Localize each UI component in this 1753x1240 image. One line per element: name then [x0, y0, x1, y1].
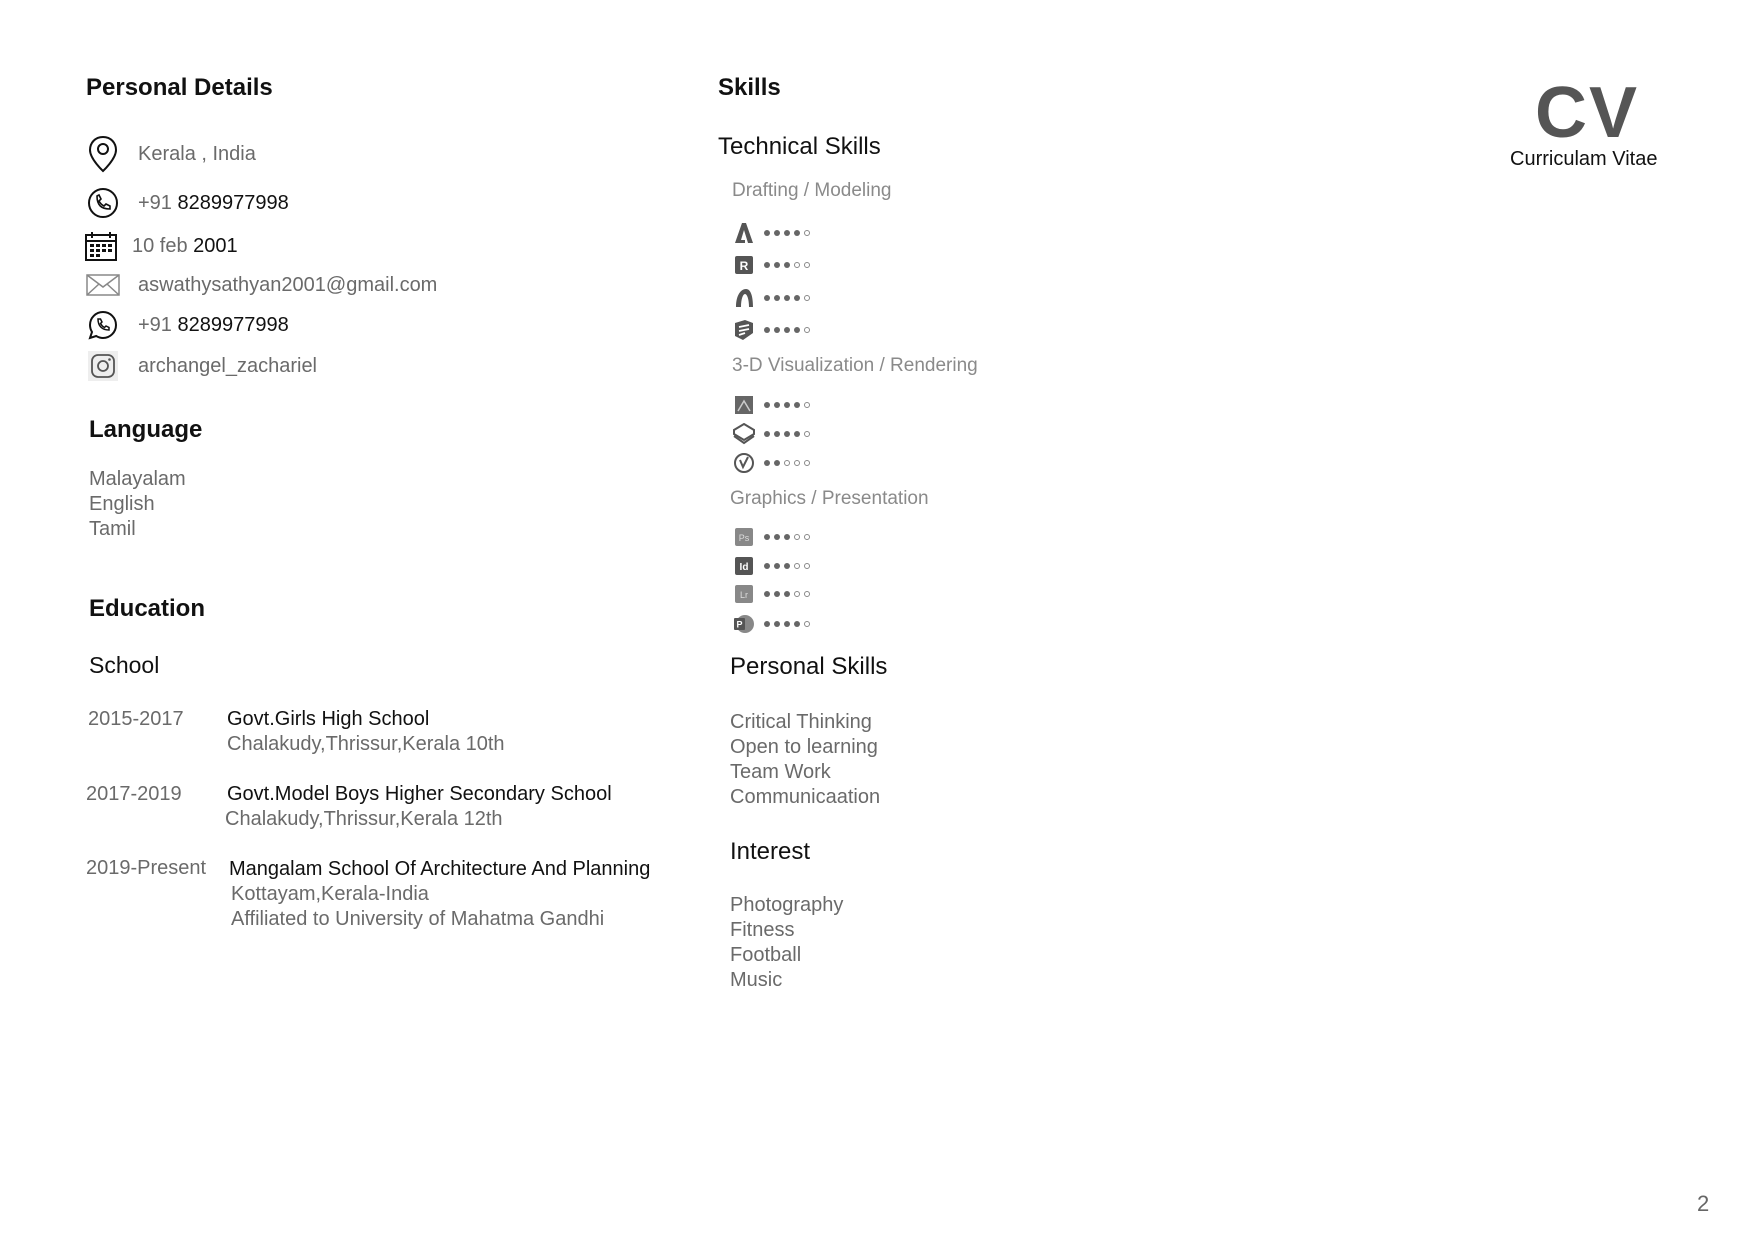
- dob-value: [132, 235, 238, 258]
- skill-group-title: Drafting / Modeling: [732, 180, 892, 201]
- dob-row: [82, 226, 238, 266]
- education-years: 2017-2019: [86, 783, 182, 805]
- list-item: Football: [730, 944, 802, 966]
- skill-dot-filled: [764, 563, 770, 569]
- revit-icon: [732, 253, 756, 277]
- skill-group-title: 3-D Visualization / Rendering: [732, 355, 978, 376]
- technical-skills-title: Technical Skills: [718, 133, 881, 160]
- skill-dot-filled: [764, 402, 770, 408]
- skill-dot-filled: [774, 534, 780, 540]
- skill-dot-empty: [804, 295, 810, 301]
- svg-text:R: R: [739, 259, 749, 273]
- sketchup-icon: [732, 318, 756, 342]
- language-title: Language: [89, 416, 203, 443]
- skill-row-powerpoint: [732, 610, 810, 638]
- skill-dot-filled: [794, 295, 800, 301]
- skill-dot-filled: [764, 230, 770, 236]
- skill-level-dots: [764, 563, 810, 569]
- email-value[interactable]: aswathysathyan2001@gmail.com: [138, 273, 438, 296]
- skill-dot-filled: [784, 402, 790, 408]
- skills-title: Skills: [718, 74, 781, 101]
- skill-dot-empty: [794, 563, 800, 569]
- location-row: [84, 134, 256, 174]
- skill-level-dots: [764, 295, 810, 301]
- school-name: Govt.Girls High School: [227, 708, 430, 730]
- list-item: Team Work: [730, 761, 831, 783]
- page-number: 2: [1697, 1191, 1710, 1216]
- skill-dot-filled: [774, 591, 780, 597]
- education-years: 2019-Present: [86, 857, 207, 879]
- interest-list: [730, 893, 843, 993]
- skill-dot-filled: [784, 591, 790, 597]
- skill-dot-filled: [774, 327, 780, 333]
- skill-dot-filled: [784, 534, 790, 540]
- photoshop-icon: [732, 525, 756, 549]
- skill-level-dots: [764, 262, 810, 268]
- education-entry: [227, 782, 612, 832]
- whatsapp-value: [138, 314, 289, 337]
- skill-dot-filled: [784, 262, 790, 268]
- phone-value: [138, 192, 289, 215]
- skill-dot-filled: [764, 621, 770, 627]
- interest-title: Interest: [730, 838, 811, 865]
- phone-icon: [84, 184, 122, 222]
- school-name: Govt.Model Boys Higher Secondary School: [227, 783, 612, 805]
- education-subtitle: School: [89, 652, 160, 678]
- skill-dot-empty: [804, 563, 810, 569]
- school-detail: Chalakudy,Thrissur,Kerala 10th: [227, 733, 505, 755]
- skill-dot-filled: [784, 327, 790, 333]
- skill-dot-empty: [804, 621, 810, 627]
- skill-row-archicad: [732, 284, 810, 312]
- instagram-value[interactable]: archangel_zachariel: [138, 354, 318, 377]
- list-item: Communicaation: [730, 786, 881, 808]
- skill-level-dots: [764, 460, 810, 466]
- skill-dot-filled: [774, 262, 780, 268]
- email-row: [84, 265, 437, 305]
- skill-dot-filled: [774, 460, 780, 466]
- skill-dot-empty: [804, 230, 810, 236]
- skill-dot-filled: [794, 230, 800, 236]
- education-entry: [229, 857, 650, 932]
- skill-level-dots: [764, 591, 810, 597]
- instagram-row: [84, 346, 317, 386]
- skill-level-dots: [764, 402, 810, 408]
- skill-row-vray: [732, 449, 810, 477]
- cv-logo: CV: [1535, 73, 1640, 153]
- skill-dot-filled: [774, 295, 780, 301]
- skill-dot-filled: [764, 534, 770, 540]
- vray-icon: [732, 451, 756, 475]
- phone-prefix: +91: [138, 191, 172, 214]
- skill-dot-filled: [774, 230, 780, 236]
- phone-number: 8289977998: [177, 191, 289, 214]
- list-item: Fitness: [730, 919, 795, 941]
- skill-dot-filled: [774, 621, 780, 627]
- skill-dot-filled: [794, 431, 800, 437]
- skill-dot-filled: [764, 295, 770, 301]
- skill-dot-filled: [764, 591, 770, 597]
- skill-row-enscape: [732, 420, 810, 448]
- indesign-label: Id: [739, 562, 749, 573]
- whatsapp-number: 8289977998: [177, 313, 289, 336]
- skill-dot-filled: [764, 431, 770, 437]
- skill-row-autocad: [732, 219, 810, 247]
- skill-dot-filled: [764, 262, 770, 268]
- lightroom-icon: [732, 582, 756, 606]
- school-detail: Chalakudy,Thrissur,Kerala 12th: [225, 808, 503, 830]
- skill-dot-empty: [794, 460, 800, 466]
- dob-prefix: 10 feb: [132, 234, 188, 257]
- mail-icon: [84, 266, 122, 304]
- list-item: Critical Thinking: [730, 711, 872, 733]
- skill-dot-filled: [784, 431, 790, 437]
- skill-dot-filled: [764, 460, 770, 466]
- skill-dot-filled: [774, 431, 780, 437]
- photoshop-label: Ps: [738, 533, 750, 543]
- skill-level-dots: [764, 534, 810, 540]
- skill-dot-filled: [784, 563, 790, 569]
- personal-skills-list: [730, 710, 880, 810]
- whatsapp-icon: [84, 306, 122, 344]
- skill-dot-empty: [804, 460, 810, 466]
- skill-dot-empty: [794, 591, 800, 597]
- list-item: Tamil: [89, 518, 136, 540]
- list-item: Photography: [730, 894, 844, 916]
- skill-row-indesign: [732, 552, 810, 580]
- school-detail: Kottayam,Kerala-India: [231, 883, 429, 905]
- skill-dot-empty: [804, 402, 810, 408]
- skill-dot-empty: [794, 534, 800, 540]
- skill-level-dots: [764, 327, 810, 333]
- skill-row-lightroom: [732, 580, 810, 608]
- education-years: 2015-2017: [88, 708, 184, 730]
- powerpoint-icon: [732, 612, 756, 636]
- list-item: Open to learning: [730, 736, 878, 758]
- instagram-icon: [84, 347, 122, 385]
- skill-level-dots: [764, 230, 810, 236]
- list-item: Malayalam: [89, 468, 186, 490]
- skill-dot-empty: [804, 534, 810, 540]
- location-pin-icon: [84, 135, 122, 173]
- school-name: Mangalam School Of Architecture And Planning: [229, 858, 651, 880]
- skill-dot-filled: [794, 402, 800, 408]
- lumion-icon: [732, 393, 756, 417]
- personal-details-title: Personal Details: [86, 74, 273, 101]
- skill-dot-filled: [794, 621, 800, 627]
- archicad-icon: [732, 286, 756, 310]
- powerpoint-label: P: [736, 619, 743, 630]
- skill-dot-empty: [804, 431, 810, 437]
- skill-level-dots: [764, 431, 810, 437]
- list-item: English: [89, 493, 155, 515]
- skill-dot-filled: [784, 230, 790, 236]
- skill-dot-filled: [764, 327, 770, 333]
- enscape-icon: [732, 422, 756, 446]
- skill-dot-filled: [774, 402, 780, 408]
- language-list: [89, 467, 186, 542]
- skill-dot-filled: [784, 295, 790, 301]
- skill-row-lumion: [732, 391, 810, 419]
- cv-subtitle: Curriculam Vitae: [1510, 148, 1658, 170]
- whatsapp-row: [84, 305, 289, 345]
- education-entry: [227, 707, 505, 757]
- skill-row-revit: [732, 251, 810, 279]
- education-title: Education: [89, 595, 206, 622]
- dob-year: 2001: [193, 234, 238, 257]
- location-value: Kerala , India: [138, 142, 256, 165]
- list-item: Music: [730, 969, 783, 991]
- skill-dot-filled: [794, 327, 800, 333]
- lightroom-label: Lr: [739, 590, 749, 600]
- whatsapp-prefix: +91: [138, 313, 172, 336]
- indesign-icon: [732, 554, 756, 578]
- autocad-icon: [732, 221, 756, 245]
- skill-row-photoshop: [732, 523, 810, 551]
- skill-level-dots: [764, 621, 810, 627]
- skill-dot-empty: [804, 327, 810, 333]
- skill-dot-filled: [774, 563, 780, 569]
- skill-dot-empty: [804, 262, 810, 268]
- skill-group-title: Graphics / Presentation: [730, 488, 929, 509]
- skill-dot-empty: [804, 591, 810, 597]
- skill-dot-filled: [784, 621, 790, 627]
- calendar-icon: [82, 227, 120, 265]
- school-detail: Affiliated to University of Mahatma Gandhi: [231, 908, 605, 930]
- personal-skills-title: Personal Skills: [730, 653, 888, 680]
- skill-row-sketchup: [732, 316, 810, 344]
- skill-dot-empty: [794, 262, 800, 268]
- phone-row: [84, 183, 289, 223]
- skill-dot-empty: [784, 460, 790, 466]
